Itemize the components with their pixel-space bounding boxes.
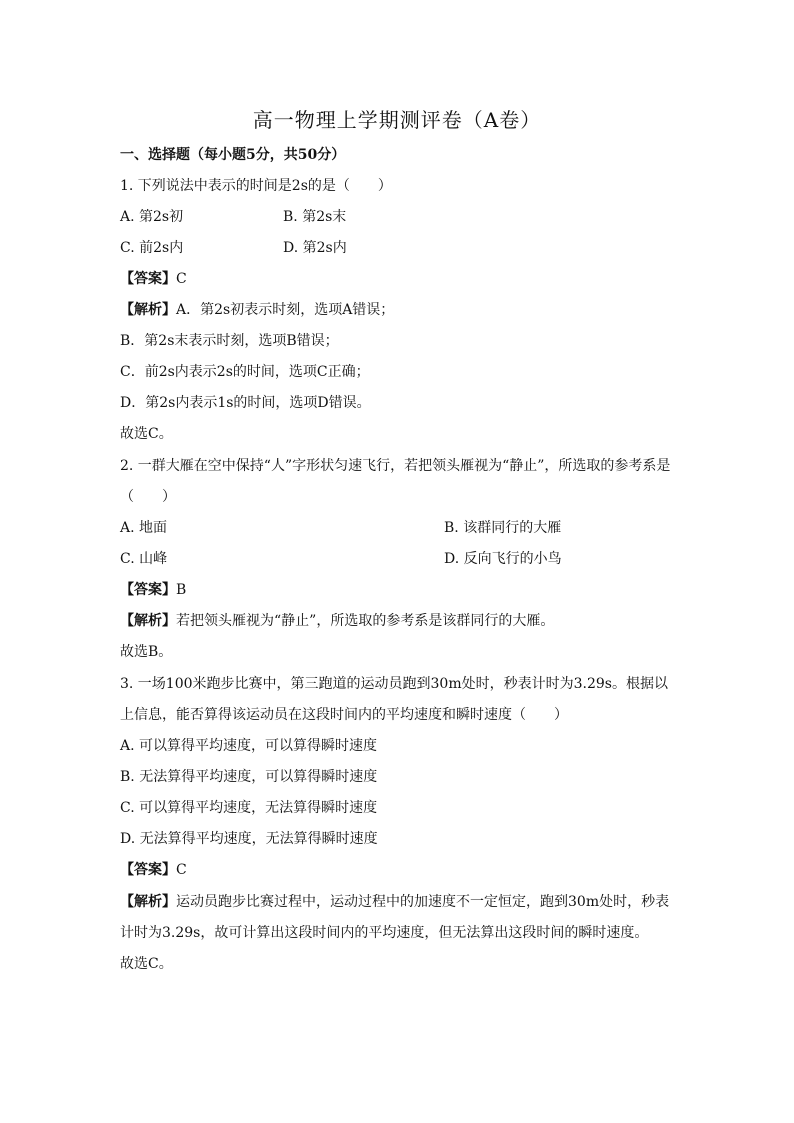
q1-answer bbox=[120, 269, 187, 289]
q3-option-a: A. 可以算得平均速度，可以算得瞬时速度 bbox=[120, 738, 378, 754]
q2-option-c: C. 山峰 bbox=[120, 551, 168, 567]
q3-stem-line2: 上信息，能否算得该运动员在这段时间内的平均速度和瞬时速度（ ） bbox=[120, 707, 568, 723]
analysis-tag: 【解析】 bbox=[120, 613, 176, 629]
q1-option-a: A. 第2s初 bbox=[120, 209, 184, 225]
q2-option-d: D. 反向飞行的小鸟 bbox=[444, 551, 562, 567]
answer-tag: 【答案】 bbox=[120, 271, 176, 287]
q3-option-c: C. 可以算得平均速度，无法算得瞬时速度 bbox=[120, 800, 378, 816]
answer-tag: 【答案】 bbox=[120, 582, 176, 598]
page-title: 高一物理上学期测评卷（A卷） bbox=[252, 108, 542, 132]
q2-analysis bbox=[120, 611, 554, 631]
q2-option-a: A. 地面 bbox=[120, 520, 168, 536]
answer-value: C bbox=[176, 862, 187, 878]
q1-option-c: C. 前2s内 bbox=[120, 240, 184, 256]
q1-stem: 1. 下列说法中表示的时间是2s的是（ ） bbox=[120, 178, 392, 194]
q2-conclusion: 故选B。 bbox=[120, 644, 173, 660]
section-heading: 一、选择题（每小题5分，共50分） bbox=[120, 147, 346, 163]
analysis-text: 若把领头雁视为“静止”，所选取的参考系是该群同行的大雁。 bbox=[176, 613, 555, 629]
q1-analysis-2: B．第2s末表示时刻，选项B错误； bbox=[120, 333, 339, 349]
q2-stem-line1: 2. 一群大雁在空中保持“人”字形状匀速飞行，若把领头雁视为“静止”，所选取的参考系是 bbox=[120, 458, 671, 474]
answer-value: B bbox=[176, 582, 187, 598]
q3-analysis-line1 bbox=[120, 892, 669, 912]
q1-option-d: D. 第2s内 bbox=[283, 240, 347, 256]
q3-analysis-line2: 计时为3.29s，故可计算出这段时间内的平均速度，但无法算出这段时间的瞬时速度。 bbox=[120, 925, 649, 941]
q1-analysis-3: C．前2s内表示2s的时间，选项C正确； bbox=[120, 364, 370, 380]
q1-conclusion: 故选C。 bbox=[120, 426, 173, 442]
analysis-text: 运动员跑步比赛过程中，运动过程中的加速度不一定恒定，跑到30m处时，秒表 bbox=[176, 894, 670, 910]
analysis-text: A．第2s初表示时刻，选项A错误； bbox=[176, 302, 395, 318]
answer-value: C bbox=[176, 271, 187, 287]
q1-analysis-1 bbox=[120, 300, 394, 320]
q3-option-d: D. 无法算得平均速度，无法算得瞬时速度 bbox=[120, 831, 378, 847]
q3-stem-line1: 3. 一场100米跑步比赛中，第三跑道的运动员跑到30m处时，秒表计时为3.29s。根据以 bbox=[120, 676, 668, 692]
analysis-tag: 【解析】 bbox=[120, 302, 176, 318]
q2-option-b: B. 该群同行的大雁 bbox=[444, 520, 562, 536]
q3-option-b: B. 无法算得平均速度，可以算得瞬时速度 bbox=[120, 769, 378, 785]
answer-tag: 【答案】 bbox=[120, 862, 176, 878]
q2-stem-line2: （ ） bbox=[120, 489, 176, 505]
q3-answer bbox=[120, 860, 187, 880]
q2-answer bbox=[120, 580, 186, 600]
analysis-tag: 【解析】 bbox=[120, 894, 176, 910]
q3-conclusion: 故选C。 bbox=[120, 956, 173, 972]
q1-option-b: B. 第2s末 bbox=[283, 209, 347, 225]
q1-analysis-4: D．第2s内表示1s的时间，选项D错误。 bbox=[120, 395, 371, 411]
